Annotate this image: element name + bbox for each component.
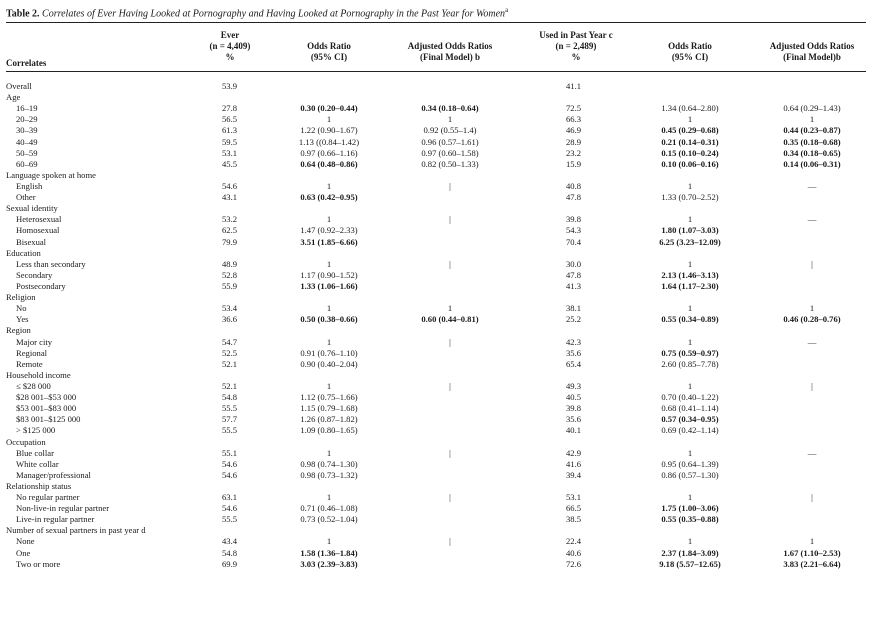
cell-ever: 53.4	[222, 303, 238, 314]
cell-or2: 1	[687, 258, 693, 269]
cell-or2: 6.25 (3.23–12.09)	[659, 236, 721, 247]
cell-or2: 2.13 (1.46–3.13)	[661, 269, 719, 280]
cell-or2: 1.33 (0.70–2.52)	[661, 192, 719, 203]
cell-aor2: 0.46 (0.28–0.76)	[783, 314, 841, 325]
table-row	[0, 248, 872, 259]
cell-past: 40.8	[566, 180, 582, 191]
cell-past: 53.1	[566, 492, 582, 503]
cell-past: 38.1	[566, 303, 582, 314]
cell-ever: 45.5	[222, 158, 238, 169]
row-label: One	[16, 547, 31, 558]
table-row	[0, 237, 872, 248]
cell-ever: 53.1	[222, 147, 238, 158]
cell-ever: 43.4	[222, 536, 238, 547]
table-row	[0, 425, 872, 436]
row-label: English	[16, 180, 43, 191]
cell-past: 41.1	[566, 81, 582, 91]
cell-or1: 1	[326, 536, 332, 547]
cell-or1: 1	[326, 258, 332, 269]
cell-aor2: 0.14 (0.06–0.31)	[783, 158, 841, 169]
row-label: 20–29	[16, 114, 38, 125]
cell-past: 15.9	[566, 158, 582, 169]
cell-or2: 0.57 (0.34–0.95)	[661, 414, 719, 425]
table-row	[0, 81, 872, 92]
cell-ever: 55.1	[222, 447, 238, 458]
row-label: Regional	[16, 347, 48, 358]
cell-past: 66.5	[566, 503, 582, 514]
table-row	[0, 348, 872, 359]
cell-ever: 62.5	[222, 225, 238, 236]
cell-or1: 1	[326, 303, 332, 314]
cell-aor2: —	[807, 180, 817, 191]
cell-aor1: 0.97 (0.60–1.58)	[421, 147, 479, 158]
table-row	[0, 148, 872, 159]
table-row	[0, 559, 872, 570]
cell-or1: 0.91 (0.76–1.10)	[300, 347, 358, 358]
cell-past: 41.6	[566, 458, 582, 469]
cell-or2: 1.75 (1.00–3.06)	[661, 503, 719, 514]
cell-or1: 1	[326, 336, 332, 347]
table-body	[0, 81, 872, 570]
table-row	[0, 536, 872, 547]
cell-or2: 0.55 (0.34–0.89)	[661, 314, 719, 325]
cell-aor1: 0.60 (0.44–0.81)	[421, 314, 479, 325]
top-rule	[6, 22, 866, 23]
cell-or2: 0.86 (0.57–1.30)	[661, 469, 719, 480]
cell-past: 54.3	[566, 225, 582, 236]
row-label: None	[16, 536, 35, 547]
row-label: Non-live-in regular partner	[16, 503, 110, 514]
table-row	[0, 525, 872, 536]
row-label: Sexual identity	[6, 203, 58, 214]
row-label: Secondary	[16, 269, 53, 280]
row-label: Less than secondary	[16, 258, 86, 269]
cell-aor2: —	[807, 214, 817, 225]
row-label: 30–39	[16, 125, 38, 136]
cell-ever: 54.8	[222, 547, 238, 558]
cell-or2: 1	[687, 492, 693, 503]
cell-or1: 3.51 (1.85–6.66)	[300, 236, 358, 247]
cell-ever: 54.8	[222, 392, 238, 403]
cell-past: 72.6	[566, 558, 582, 569]
cell-or1: 0.98 (0.74–1.30)	[300, 458, 358, 469]
cell-or1: 1.26 (0.87–1.82)	[300, 414, 358, 425]
cell-or2: 0.70 (0.40–1.22)	[661, 392, 719, 403]
row-label: Postsecondary	[16, 280, 66, 291]
cell-aor2: |	[811, 380, 813, 391]
header-past-line1: Used in Past Year c	[539, 30, 613, 40]
table-row	[0, 359, 872, 370]
cell-past: 25.2	[566, 314, 582, 325]
table-row	[0, 103, 872, 114]
cell-aor1: |	[449, 336, 451, 347]
cell-or1: 1.58 (1.36–1.84)	[300, 547, 358, 558]
cell-ever: 55.5	[222, 425, 238, 436]
cell-aor2: 1	[809, 303, 815, 314]
table-row	[0, 337, 872, 348]
table-row	[0, 314, 872, 325]
cell-ever: 57.7	[222, 414, 238, 425]
cell-aor1: |	[449, 258, 451, 269]
row-label: 16–19	[16, 103, 38, 114]
table-title: Correlates of Ever Having Looked at Pornography and Having Looked at Pornography in the Past Year for Women	[42, 8, 506, 20]
header-aor1-line1: Adjusted Odds Ratios	[407, 41, 493, 51]
cell-or2: 1	[687, 214, 693, 225]
cell-or1: 1.47 (0.92–2.33)	[300, 225, 358, 236]
row-label: Household income	[6, 369, 71, 380]
cell-past: 49.3	[566, 380, 582, 391]
header-rule	[6, 71, 866, 72]
cell-or2: 0.95 (0.64–1.39)	[661, 458, 719, 469]
cell-aor1: 0.34 (0.18–0.64)	[421, 103, 479, 114]
cell-or2: 1	[687, 336, 693, 347]
cell-ever: 55.5	[222, 403, 238, 414]
cell-ever: 54.6	[222, 469, 238, 480]
row-label: Language spoken at home	[6, 169, 96, 180]
table-row	[0, 159, 872, 170]
cell-or1: 0.90 (0.40–2.04)	[300, 358, 358, 369]
table-row	[0, 403, 872, 414]
table-row	[0, 381, 872, 392]
table-row	[0, 470, 872, 481]
cell-past: 35.6	[566, 347, 582, 358]
row-label: ≤ $28 000	[16, 380, 51, 391]
cell-ever: 55.5	[222, 514, 238, 525]
cell-ever: 36.6	[222, 314, 238, 325]
row-label: Number of sexual partners in past year d	[6, 525, 146, 536]
cell-or1: 3.03 (2.39–3.83)	[300, 558, 358, 569]
cell-or1: 1	[326, 180, 332, 191]
row-label: Relationship status	[6, 480, 72, 491]
cell-or2: 9.18 (5.57–12.65)	[659, 558, 721, 569]
header-past-line2: (n = 2,489)	[555, 41, 597, 51]
header-or2	[630, 41, 750, 63]
header-or1-line2: (95% CI)	[310, 52, 348, 62]
table-row	[0, 548, 872, 559]
header-aor1-line2: (Final Model) b	[420, 52, 480, 62]
cell-ever: 53.2	[222, 214, 238, 225]
cell-aor2: 1	[809, 536, 815, 547]
cell-or1: 0.50 (0.38–0.66)	[300, 314, 358, 325]
table-row	[0, 259, 872, 270]
cell-or2: 0.68 (0.41–1.14)	[661, 403, 719, 414]
cell-or2: 0.75 (0.59–0.97)	[661, 347, 719, 358]
header-past	[526, 30, 626, 63]
header-or1-line1: Odds Ratio	[307, 41, 351, 51]
cell-or2: 1.80 (1.07–3.03)	[661, 225, 719, 236]
cell-or1: 1.15 (0.79–1.68)	[300, 403, 358, 414]
cell-aor2: 1	[809, 114, 815, 125]
table-row	[0, 303, 872, 314]
cell-or1: 1	[326, 380, 332, 391]
cell-or1: 1	[326, 492, 332, 503]
cell-ever: 54.6	[222, 503, 238, 514]
cell-ever: 61.3	[222, 125, 238, 136]
table-label: Table 2.	[6, 8, 40, 20]
cell-or1: 1.17 (0.90–1.52)	[300, 269, 358, 280]
header-ever-line2: (n = 4,409)	[209, 41, 251, 51]
row-label: Major city	[16, 336, 53, 347]
cell-past: 66.3	[566, 114, 582, 125]
table-row	[0, 214, 872, 225]
header-aor2-line1: Adjusted Odds Ratios	[769, 41, 855, 51]
header-aor2	[756, 41, 868, 63]
cell-or2: 2.60 (0.85–7.78)	[661, 358, 719, 369]
table-row	[0, 225, 872, 236]
cell-ever: 53.9	[222, 81, 238, 91]
cell-ever: 79.9	[222, 236, 238, 247]
cell-or2: 0.55 (0.35–0.88)	[661, 514, 719, 525]
cell-past: 38.5	[566, 514, 582, 525]
cell-or1: 0.71 (0.46–1.08)	[300, 503, 358, 514]
cell-or1: 0.73 (0.52–1.04)	[300, 514, 358, 525]
table-row	[0, 181, 872, 192]
cell-aor2: 0.35 (0.18–0.68)	[783, 136, 841, 147]
cell-aor2: 1.67 (1.10–2.53)	[783, 547, 841, 558]
row-label: Age	[6, 92, 21, 103]
cell-ever: 52.5	[222, 347, 238, 358]
cell-aor2: —	[807, 447, 817, 458]
cell-aor1: |	[449, 214, 451, 225]
cell-or2: 1	[687, 536, 693, 547]
table-row	[0, 325, 872, 336]
cell-or2: 1	[687, 447, 693, 458]
cell-or2: 1	[687, 114, 693, 125]
row-label: 60–69	[16, 158, 38, 169]
cell-or1: 0.30 (0.20–0.44)	[300, 103, 358, 114]
header-correlates: Correlates	[6, 58, 47, 68]
table-row	[0, 92, 872, 103]
cell-or2: 1	[687, 380, 693, 391]
cell-aor1: |	[449, 536, 451, 547]
header-ever-line3: %	[225, 52, 235, 62]
cell-ever: 56.5	[222, 114, 238, 125]
cell-or2: 0.69 (0.42–1.14)	[661, 425, 719, 436]
row-label: > $125 000	[16, 425, 56, 436]
table-row	[0, 114, 872, 125]
cell-or2: 0.10 (0.06–0.16)	[661, 158, 719, 169]
cell-past: 39.8	[566, 214, 582, 225]
table-row	[0, 481, 872, 492]
row-label: Remote	[16, 358, 43, 369]
cell-or2: 0.45 (0.29–0.68)	[661, 125, 719, 136]
table-row	[0, 125, 872, 136]
table-row	[0, 270, 872, 281]
cell-or1: 1	[326, 447, 332, 458]
row-label: Heterosexual	[16, 214, 62, 225]
table-row	[0, 492, 872, 503]
header-past-line3: %	[571, 52, 581, 62]
cell-ever: 55.9	[222, 280, 238, 291]
cell-or1: 0.63 (0.42–0.95)	[300, 192, 358, 203]
row-label: Homosexual	[16, 225, 60, 236]
table-row	[0, 170, 872, 181]
cell-or2: 1.64 (1.17–2.30)	[661, 280, 719, 291]
cell-or1: 0.64 (0.48–0.86)	[300, 158, 358, 169]
cell-past: 22.4	[566, 536, 582, 547]
cell-past: 72.5	[566, 103, 582, 114]
cell-aor1: 0.96 (0.57–1.61)	[421, 136, 479, 147]
cell-past: 65.4	[566, 358, 582, 369]
cell-aor2: |	[811, 258, 813, 269]
cell-ever: 43.1	[222, 192, 238, 203]
cell-past: 41.3	[566, 280, 582, 291]
cell-ever: 52.8	[222, 269, 238, 280]
cell-past: 47.8	[566, 192, 582, 203]
cell-ever: 59.5	[222, 136, 238, 147]
cell-past: 42.9	[566, 447, 582, 458]
cell-aor1: 1	[447, 114, 453, 125]
table-caption	[6, 6, 508, 19]
cell-or1: 1	[326, 114, 332, 125]
cell-past: 40.1	[566, 425, 582, 436]
cell-ever: 54.7	[222, 336, 238, 347]
cell-past: 70.4	[566, 236, 582, 247]
cell-or2: 1	[687, 303, 693, 314]
cell-ever: 63.1	[222, 492, 238, 503]
cell-ever: 69.9	[222, 558, 238, 569]
header-ever-line1: Ever	[220, 30, 240, 40]
cell-or2: 2.37 (1.84–3.09)	[661, 547, 719, 558]
cell-past: 40.6	[566, 547, 582, 558]
cell-or2: 1	[687, 180, 693, 191]
cell-aor2: 3.83 (2.21–6.64)	[783, 558, 841, 569]
cell-aor2: 0.34 (0.18–0.65)	[783, 147, 841, 158]
row-label: Other	[16, 192, 36, 203]
cell-past: 35.6	[566, 414, 582, 425]
cell-or1: 1.12 (0.75–1.66)	[300, 392, 358, 403]
cell-aor2: —	[807, 336, 817, 347]
cell-ever: 52.1	[222, 358, 238, 369]
cell-ever: 52.1	[222, 380, 238, 391]
cell-or1: 1.22 (0.90–1.67)	[300, 125, 358, 136]
header-aor2-line2: (Final Model)b	[783, 52, 841, 62]
cell-ever: 54.6	[222, 180, 238, 191]
header-or1	[268, 41, 390, 63]
cell-past: 40.5	[566, 392, 582, 403]
cell-past: 46.9	[566, 125, 582, 136]
cell-past: 47.8	[566, 269, 582, 280]
table-row	[0, 448, 872, 459]
cell-or2: 1.34 (0.64–2.80)	[661, 103, 719, 114]
row-label: Occupation	[6, 436, 46, 447]
row-label: Two or more	[16, 558, 61, 569]
table-row	[0, 514, 872, 525]
table-row	[0, 392, 872, 403]
table-row	[0, 292, 872, 303]
cell-aor1: 0.82 (0.50–1.33)	[421, 158, 479, 169]
caption-footnote-mark: a	[505, 6, 509, 14]
row-label: Education	[6, 247, 41, 258]
cell-or1: 1.33 (1.06–1.66)	[300, 280, 358, 291]
row-label: 40–49	[16, 136, 38, 147]
row-label: Bisexual	[16, 236, 47, 247]
cell-ever: 48.9	[222, 258, 238, 269]
cell-or1: 1	[326, 214, 332, 225]
cell-aor1: 1	[447, 303, 453, 314]
cell-or1: 1.13 ((0.84–1.42)	[298, 136, 360, 147]
cell-ever: 54.6	[222, 458, 238, 469]
row-label: Live-in regular partner	[16, 514, 95, 525]
table-row	[0, 203, 872, 214]
table-row	[0, 281, 872, 292]
row-label: Religion	[6, 292, 36, 303]
cell-aor1: 0.92 (0.55–1.4)	[423, 125, 477, 136]
row-label: No	[16, 303, 27, 314]
table-row	[0, 370, 872, 381]
cell-or1: 0.98 (0.73–1.32)	[300, 469, 358, 480]
cell-or2: 0.21 (0.14–0.31)	[661, 136, 719, 147]
cell-past: 28.9	[566, 136, 582, 147]
cell-past: 42.3	[566, 336, 582, 347]
row-label: $53 001–$83 000	[16, 403, 77, 414]
cell-past: 39.8	[566, 403, 582, 414]
row-label: Yes	[16, 314, 29, 325]
cell-aor2: 0.64 (0.29–1.43)	[783, 103, 841, 114]
cell-or1: 0.97 (0.66–1.16)	[300, 147, 358, 158]
cell-past: 23.2	[566, 147, 582, 158]
header-ever	[200, 30, 260, 63]
row-label: $83 001–$125 000	[16, 414, 81, 425]
cell-aor1: |	[449, 492, 451, 503]
cell-past: 39.4	[566, 469, 582, 480]
header-or2-line2: (95% CI)	[671, 52, 709, 62]
table-row	[0, 192, 872, 203]
header-aor1	[392, 41, 508, 63]
cell-aor1: |	[449, 180, 451, 191]
cell-aor1: |	[449, 380, 451, 391]
cell-or1: 1.09 (0.80–1.65)	[300, 425, 358, 436]
row-label: Region	[6, 325, 31, 336]
cell-aor1: |	[449, 447, 451, 458]
table-row	[0, 137, 872, 148]
row-label: No regular partner	[16, 492, 80, 503]
table-row	[0, 503, 872, 514]
row-label: Blue collar	[16, 447, 54, 458]
row-label: Manager/professional	[16, 469, 91, 480]
cell-aor2: 0.44 (0.23–0.87)	[783, 125, 841, 136]
row-label: White collar	[16, 458, 59, 469]
cell-or2: 0.15 (0.10–0.24)	[661, 147, 719, 158]
row-label: $28 001–$53 000	[16, 392, 77, 403]
header-or2-line1: Odds Ratio	[668, 41, 712, 51]
cell-past: 30.0	[566, 258, 582, 269]
table-row	[0, 437, 872, 448]
table-row	[0, 459, 872, 470]
cell-ever: 27.8	[222, 103, 238, 114]
cell-aor2: |	[811, 492, 813, 503]
row-label: Overall	[6, 81, 32, 91]
row-label: 50–59	[16, 147, 38, 158]
table-row	[0, 414, 872, 425]
